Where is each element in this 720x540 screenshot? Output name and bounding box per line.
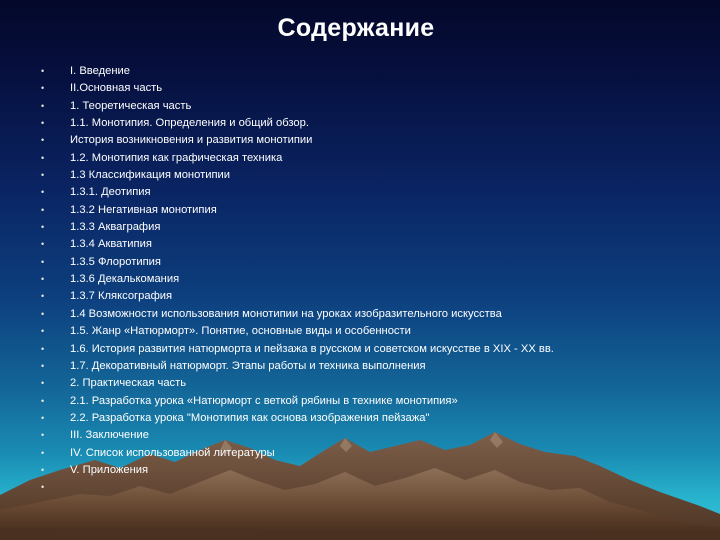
bullet-icon: • (41, 308, 45, 319)
toc-item: • 1.3 Классификация монотипии (0, 167, 700, 184)
toc-item: • 2.1. Разработка урока «Натюрморт с веткой рябины в технике монотипия» (0, 393, 700, 410)
toc-item: • 1.3.3 Акваграфия (0, 219, 700, 236)
bullet-icon: • (41, 482, 45, 493)
toc-item: • 1.3.2 Негативная монотипия (0, 202, 700, 219)
bullet-icon: • (41, 204, 45, 215)
toc-item: • V. Приложения (0, 462, 700, 479)
toc-item: • 2.2. Разработка урока "Монотипия как основа изображения пейзажа" (0, 410, 700, 427)
toc-item: • 1.6. История развития натюрморта и пейзажа в русском и советском искусстве в XIX - XX вв. (0, 341, 700, 358)
toc-item: • III. Заключение (0, 427, 700, 444)
toc-item: • 1.2. Монотипия как графическая техника (0, 150, 700, 167)
toc-item: • История возникновения и развития монотипии (0, 132, 700, 149)
bullet-icon: • (41, 464, 45, 475)
toc-item: • IV. Список использованной литературы (0, 445, 700, 462)
bullet-icon: • (41, 447, 45, 458)
toc-item: • 1.3.4 Акватипия (0, 236, 700, 253)
toc-item: • 1.7. Декоративный натюрморт. Этапы работы и техника выполнения (0, 358, 700, 375)
bullet-icon: • (41, 256, 45, 267)
bullet-icon: • (41, 395, 45, 406)
bullet-icon: • (41, 291, 45, 302)
bullet-icon: • (41, 430, 45, 441)
toc-item: • 1.3.5 Флоротипия (0, 254, 700, 271)
toc-item: • 1.5. Жанр «Натюрморт». Понятие, основные виды и особенности (0, 323, 700, 340)
bullet-icon: • (41, 222, 45, 233)
bullet-icon: • (41, 412, 45, 423)
bullet-icon: • (41, 170, 45, 181)
bullet-icon: • (41, 343, 45, 354)
toc-item: • 1.3.7 Кляксография (0, 288, 700, 305)
toc-item: • 1.4 Возможности использования монотипии на уроках изобразительного искусства (0, 306, 700, 323)
bullet-icon: • (41, 187, 45, 198)
table-of-contents (0, 63, 700, 497)
bullet-icon: • (41, 83, 45, 94)
toc-item: • 1. Теоретическая часть (0, 98, 700, 115)
toc-item: • 1.3.1. Деотипия (0, 184, 700, 201)
bullet-icon: • (41, 66, 45, 76)
toc-item: • I. Введение (0, 63, 700, 80)
toc-item: • 1.1. Монотипия. Определения и общий обзор. (0, 115, 700, 132)
bullet-icon: • (41, 135, 45, 146)
bullet-icon: • (41, 360, 45, 371)
slide-title: Содержание (277, 14, 435, 42)
bullet-icon: • (41, 152, 45, 163)
bullet-icon: • (41, 100, 45, 111)
toc-item: • II.Основная часть (0, 80, 700, 97)
toc-item: • 1.3.6 Декалькомания (0, 271, 700, 288)
bullet-icon: • (41, 326, 45, 337)
bullet-icon: • (41, 378, 45, 389)
bullet-icon: • (41, 118, 45, 129)
toc-item (0, 479, 700, 496)
bullet-icon: • (41, 274, 45, 285)
bullet-icon: • (41, 239, 45, 250)
toc-item: • 2. Практическая часть (0, 375, 700, 392)
